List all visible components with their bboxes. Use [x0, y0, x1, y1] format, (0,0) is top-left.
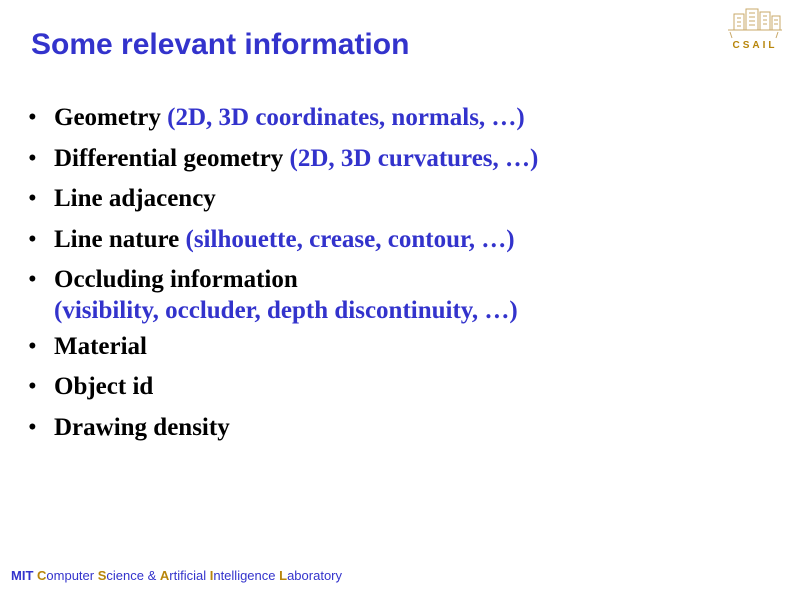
- csail-logo-text: CSAIL: [732, 40, 778, 51]
- csail-building-icon: [724, 6, 786, 52]
- list-item: [28, 139, 538, 180]
- footer-word: aboratory: [287, 568, 342, 583]
- bullet-detail-text: (silhouette, crease, contour, …): [185, 225, 515, 253]
- footer-initial: L: [279, 568, 288, 583]
- list-item: [28, 260, 538, 327]
- list-item: [28, 327, 538, 368]
- footer-initial: A: [159, 568, 170, 583]
- bullet-marker: •: [28, 104, 37, 131]
- bullet-marker: •: [28, 144, 37, 172]
- bullet-main-text: Material: [54, 332, 148, 360]
- footer-word: cience &: [106, 568, 160, 583]
- bullet-main-text: Line adjacency: [54, 185, 216, 212]
- bullet-marker: •: [28, 185, 37, 212]
- list-item: [28, 367, 538, 408]
- footer-lab-name: [11, 568, 342, 583]
- bullet-list: [28, 98, 538, 448]
- bullet-main-text: Object id: [54, 373, 154, 400]
- bullet-main-text: Differential geometry: [54, 144, 290, 172]
- footer-word: rtificial: [169, 568, 210, 583]
- footer-word: omputer: [46, 568, 98, 583]
- footer-initial: S: [97, 568, 107, 583]
- footer-word: ntelligence: [213, 568, 280, 583]
- list-item: [28, 408, 538, 449]
- bullet-detail-text: (visibility, occluder, depth discontinuity, …): [54, 296, 518, 324]
- bullet-main-text: Occluding information: [54, 266, 298, 293]
- bullet-main-text: Line nature: [54, 225, 186, 253]
- footer-initial: C: [37, 568, 47, 583]
- bullet-detail-text: (2D, 3D curvatures, …): [289, 144, 539, 172]
- bullet-detail-text: (2D, 3D coordinates, normals, …): [167, 104, 525, 131]
- bullet-main-text: Geometry: [54, 104, 168, 131]
- bullet-marker: •: [28, 373, 37, 400]
- list-item: [28, 220, 538, 261]
- footer-initial: I: [209, 568, 214, 583]
- bullet-marker: •: [28, 225, 37, 253]
- bullet-main-text: Drawing density: [54, 413, 230, 441]
- slide-title: Some relevant information: [31, 28, 410, 61]
- bullet-marker: •: [28, 332, 37, 360]
- list-item: [28, 98, 538, 139]
- bullet-marker: •: [28, 413, 37, 441]
- footer-mit: MIT: [11, 568, 34, 583]
- list-item: [28, 179, 538, 220]
- bullet-marker: •: [28, 266, 37, 293]
- csail-logo: [724, 6, 786, 52]
